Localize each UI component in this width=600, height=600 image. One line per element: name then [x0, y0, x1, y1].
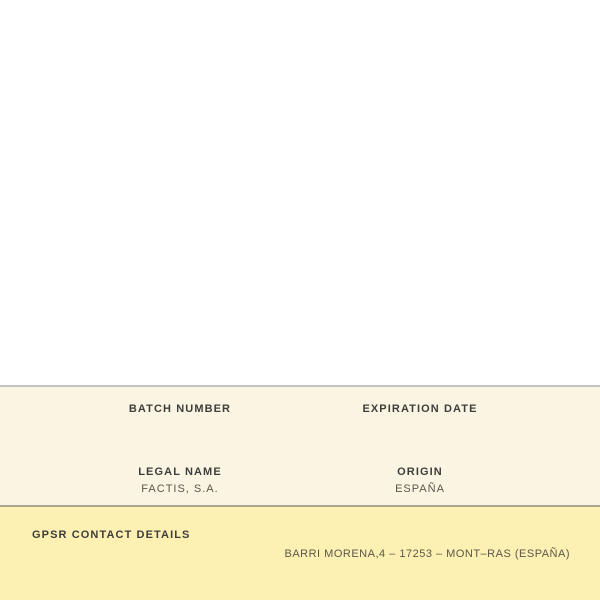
gpsr-contact-address: BARRI MORENA,4 – 17253 – MONT–RAS (ESPAÑA)	[284, 548, 570, 560]
legal-name-label: LEGAL NAME	[138, 466, 222, 478]
gpsr-contact-title: GPSR CONTACT DETAILS	[32, 529, 191, 541]
info-field-expiration-date	[300, 402, 540, 433]
info-row-legal-origin	[60, 465, 540, 496]
expiration-date-label: EXPIRATION DATE	[362, 403, 478, 415]
info-field-batch-number	[60, 402, 300, 433]
expiration-date-value	[300, 419, 540, 433]
product-info-section	[0, 385, 600, 505]
legal-name-value: FACTIS, S.A.	[141, 483, 219, 495]
origin-label: ORIGIN	[397, 466, 443, 478]
batch-number-label: BATCH NUMBER	[128, 403, 232, 415]
info-field-legal-name	[60, 465, 300, 496]
info-field-origin	[300, 465, 540, 496]
origin-value: ESPAÑA	[395, 483, 445, 495]
gpsr-contact-section	[0, 505, 600, 600]
info-row-batch-expiration	[60, 402, 540, 433]
batch-number-value	[60, 419, 300, 433]
